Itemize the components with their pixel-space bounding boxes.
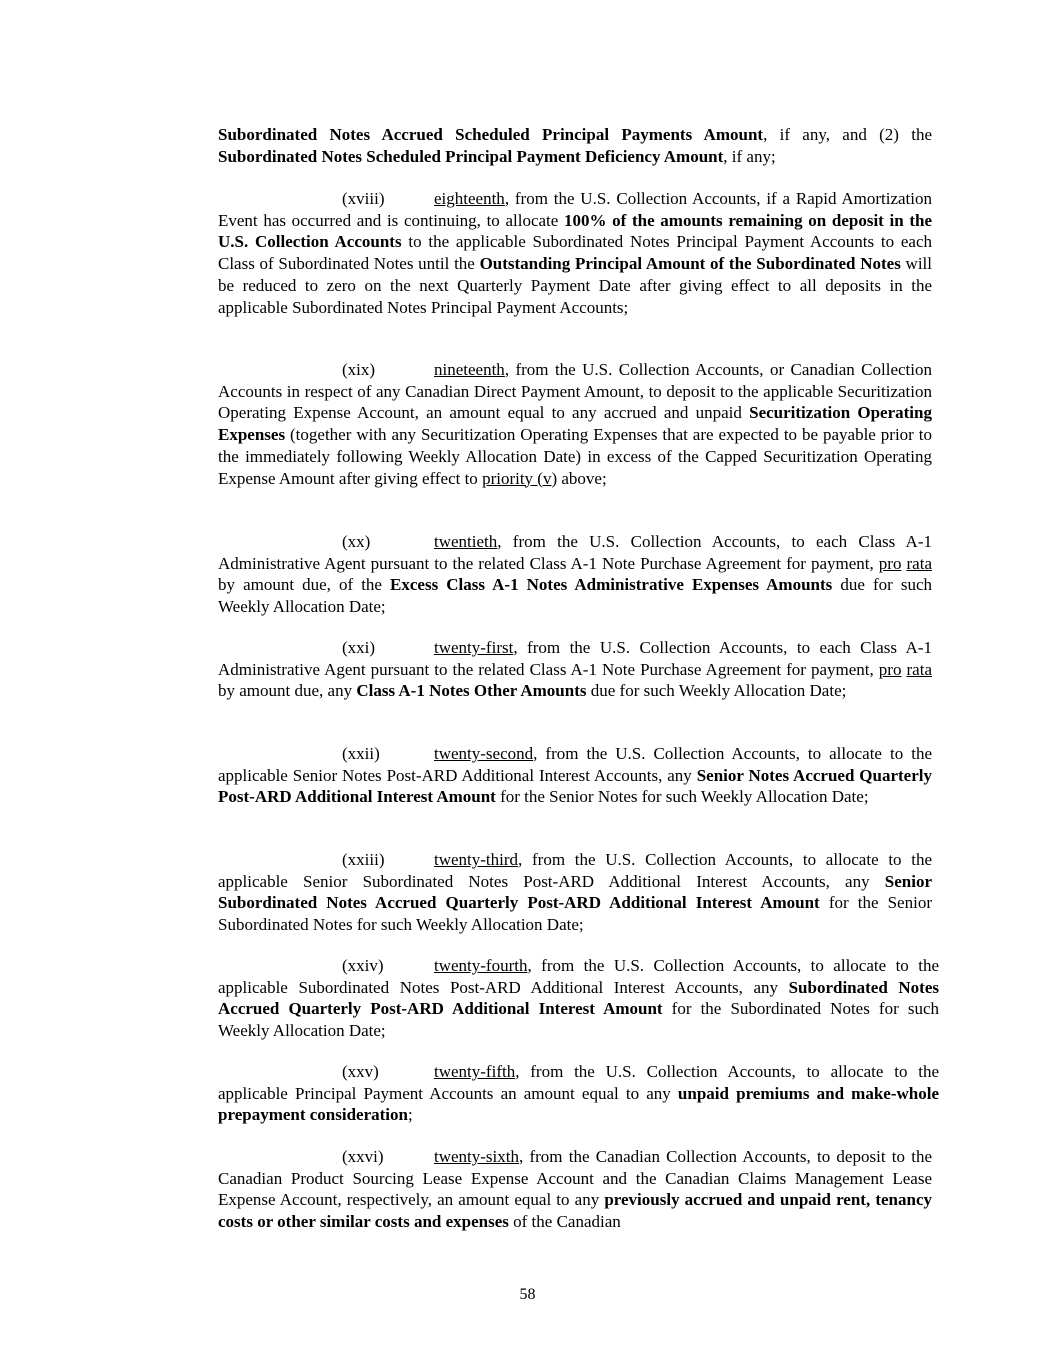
clause-number: (xviii) bbox=[342, 189, 385, 208]
cross-reference: priority (v) bbox=[482, 468, 558, 488]
defined-term: previously accrued and unpaid rent, tenancy costs or other similar costs and expenses bbox=[218, 1190, 932, 1232]
clause-xxii: (xxii) twenty-second, from the U.S. Collection Accounts, to allocate to the applicable Senior Notes Post-ARD Additional Interest Accounts, any Senior Notes Accrued Quarterly Post-ARD Additional Interest Amount for the Senior Notes for such Weekly Allocation Date; bbox=[218, 744, 932, 807]
clause-ordinal: twenty-second bbox=[434, 744, 534, 763]
clause-number: (xxiv) bbox=[342, 956, 384, 975]
clause-xx: (xx) twentieth, from the U.S. Collection Accounts, to each Class A-1 Administrative Agent pursuant to the related Class A-1 Note Purchase Agreement for payment, pro rata by amount due, of the Excess Class A-1 Notes Administrative Expenses Amounts due for such Weekly Allocation Date; bbox=[218, 532, 933, 617]
clause-ordinal: twenty-first bbox=[434, 638, 514, 657]
clause-ordinal: twentieth bbox=[434, 532, 498, 551]
defined-term: Senior Notes Accrued Quarterly Post-ARD Additional Interest Amount bbox=[218, 765, 932, 807]
clause-number: (xxi) bbox=[342, 638, 376, 657]
paragraph-continuation: Subordinated Notes Accrued Scheduled Principal Payments Amount, if any, and (2) the Subordinated Notes Scheduled Principal Payment Deficiency Amount, if any; bbox=[218, 125, 933, 166]
clause-xxv: (xxv) twenty-fifth, from the U.S. Collection Accounts, to allocate to the applicable Principal Payment Accounts an amount equal to any unpaid premiums and make-whole prepayment consideration; bbox=[218, 1062, 939, 1125]
page-number: 58 bbox=[519, 1286, 536, 1303]
defined-term: Subordinated Notes Accrued Scheduled Principal Payments Amount bbox=[218, 125, 764, 144]
clause-number: (xix) bbox=[342, 360, 376, 379]
clause-ordinal: twenty-fifth bbox=[434, 1062, 516, 1081]
clause-xxvi: (xxvi) twenty-sixth, from the Canadian Collection Accounts, to deposit to the Canadian Product Sourcing Lease Expense Account and the Canadian Claims Management Lease Expense Account, respectively, an amount equal to any previously accrued and unpaid rent, tenancy costs or other similar costs and expenses of the Canadian bbox=[218, 1147, 932, 1232]
clause-ordinal: twenty-third bbox=[434, 850, 519, 869]
clause-ordinal: twenty-sixth bbox=[434, 1147, 519, 1166]
clause-ordinal: nineteenth bbox=[434, 360, 505, 379]
defined-term: Class A-1 Notes Other Amounts bbox=[356, 681, 587, 701]
defined-term: Securitization Operating Expenses bbox=[218, 403, 932, 445]
clause-number: (xxiii) bbox=[342, 850, 385, 869]
defined-term: unpaid premiums and make-whole prepayment consideration bbox=[218, 1083, 939, 1125]
defined-term: Subordinated Notes Scheduled Principal Payment Deficiency Amount bbox=[218, 146, 724, 166]
clause-xix: (xix) nineteenth, from the U.S. Collection Accounts, or Canadian Collection Accounts in respect of any Canadian Direct Payment Amount, to deposit to the applicable Securitization Operating Expense Account, an amount equal to any accrued and unpaid Securitization Operating Expenses (together with any Securitization Operating Expenses that are expected to be payable prior to the immediately following Weekly Allocation Date) in excess of the Capped Securitization Operating Expense Amount after giving effect to priority (v) above; bbox=[218, 360, 932, 488]
clause-number: (xxv) bbox=[342, 1062, 379, 1081]
clause-number: (xxvi) bbox=[342, 1147, 384, 1166]
clause-ordinal: twenty-fourth bbox=[434, 956, 528, 975]
defined-term: Outstanding Principal Amount of the Subordinated Notes bbox=[479, 254, 901, 274]
defined-term: Subordinated Notes Accrued Quarterly Post-ARD Additional Interest Amount bbox=[218, 977, 939, 1019]
clause-xxi: (xxi) twenty-first, from the U.S. Collection Accounts, to each Class A-1 Administrative Agent pursuant to the related Class A-1 Note Purchase Agreement for payment, pro rata by amount due, any Class A-1 Notes Other Amounts due for such Weekly Allocation Date; bbox=[218, 638, 932, 701]
clause-xxiii: (xxiii) twenty-third, from the U.S. Collection Accounts, to allocate to the applicable Senior Subordinated Notes Post-ARD Additional Interest Accounts, any Senior Subordinated Notes Accrued Quarterly Post-ARD Additional Interest Amount for the Senior Subordinated Notes for such Weekly Allocation Date; bbox=[218, 850, 932, 935]
clause-xviii: (xviii) eighteenth, from the U.S. Collection Accounts, if a Rapid Amortization Event has occurred and is continuing, to allocate 100% of the amounts remaining on deposit in the U.S. Collection Accounts to the applicable Subordinated Notes Principal Payment Accounts to each Class of Subordinated Notes until the Outstanding Principal Amount of the Subordinated Notes will be reduced to zero on the next Quarterly Payment Date after giving effect to all deposits in the applicable Subordinated Notes Principal Payment Accounts; bbox=[218, 189, 933, 317]
clause-xxiv: (xxiv) twenty-fourth, from the U.S. Collection Accounts, to allocate to the applicable Subordinated Notes Post-ARD Additional Interest Accounts, any Subordinated Notes Accrued Quarterly Post-ARD Additional Interest Amount for the Subordinated Notes for such Weekly Allocation Date; bbox=[218, 956, 939, 1041]
defined-term: 100% of the amounts remaining on deposit in the U.S. Collection Accounts bbox=[218, 210, 933, 252]
clause-number: (xxii) bbox=[342, 744, 380, 763]
clause-ordinal: eighteenth bbox=[434, 189, 505, 208]
defined-term: Senior Subordinated Notes Accrued Quarterly Post-ARD Additional Interest Amount bbox=[218, 871, 932, 913]
defined-term: Excess Class A-1 Notes Administrative Expenses Amounts bbox=[390, 575, 833, 595]
clause-number: (xx) bbox=[342, 532, 371, 551]
